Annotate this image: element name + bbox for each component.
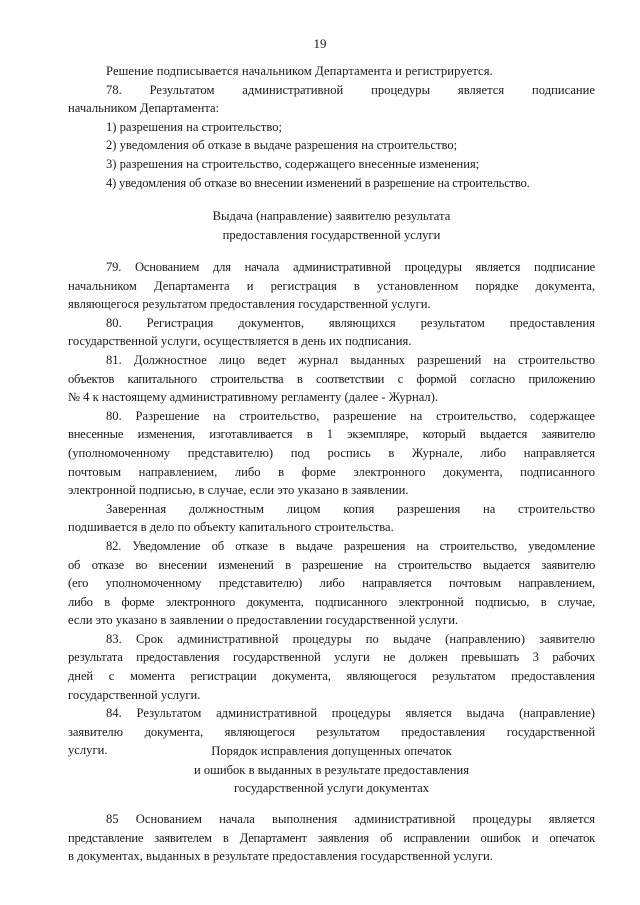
section-delivery-body (68, 258, 595, 760)
list-item: 4) уведомления об отказе во внесении изменений в разрешение на строительство. (106, 175, 530, 190)
paragraph-line: 80. Регистрация документов, являющихся результатом предоставления (106, 315, 595, 330)
section-heading-delivery (68, 207, 595, 244)
paragraph-line: результата предоставления государственной услуги не должен превышать 3 рабочих (68, 650, 595, 665)
paragraph-line: подшивается в дело по объекту капитального строительства. (68, 520, 394, 535)
section-heading-corrections (68, 742, 595, 798)
paragraph-line: в документах, выданных в результате предоставления государственной услуги. (68, 849, 493, 864)
paragraph-line: 78. Результатом административной процедуры является подписание (106, 82, 595, 97)
paragraph-line: (его уполномоченному представителю) либо направляется почтовым направлением, (68, 576, 595, 591)
list-item: 1) разрешения на строительство; (106, 119, 283, 134)
heading-line: государственной услуги документах (233, 781, 430, 796)
paragraph-line: объектов капитального строительства в соответствии с формой согласно приложению (68, 371, 595, 386)
paragraph-line: Заверенная должностным лицом копия разрешения на строительство (106, 501, 595, 516)
paragraph-line: государственной услуги. (68, 687, 201, 702)
paragraph-line: государственной услуги, осуществляется в день их подписания. (68, 334, 412, 349)
paragraph-line: № 4 к настоящему административному регламенту (далее - Журнал). (68, 390, 439, 405)
paragraph-line: 85 Основанием начала выполнения административной процедуры является (106, 812, 595, 826)
paragraph-line: 81. Должностное лицо ведет журнал выданных разрешений на строительство (106, 352, 595, 367)
paragraph-line: дней с момента регистрации документа, являющегося результатом предоставления (68, 669, 595, 684)
paragraph-line: 79. Основанием для начала административной процедуры является подписание (106, 260, 595, 274)
paragraph-line: начальником Департамента и регистрация в установленном порядке документа, (68, 278, 595, 293)
paragraph-line: 84. Результатом административной процедуры является выдача (направление) (106, 706, 595, 721)
paragraph-line: являющегося результатом предоставления государственной услуги. (68, 297, 431, 312)
paragraph-line: если это указано в заявлении о предоставлении государственной услуги. (68, 613, 459, 628)
page-number: 19 (313, 36, 327, 51)
paragraph-line: начальником Департамента: (68, 101, 220, 116)
heading-line: Порядок исправления допущенных опечаток (211, 744, 452, 758)
paragraph-line: (уполномоченному представителю) под роспись в Журнале, либо направляется (68, 445, 595, 460)
paragraph-line: внесенные изменения, изготавливается в 1 экземпляре, который выдается заявителю (68, 427, 595, 442)
paragraph-line: либо в форме электронного документа, подписанного электронной подписью, в случае, (68, 594, 595, 609)
paragraph-line: 80. Разрешение на строительство, разрешение на строительство, содержащее (106, 408, 595, 423)
section-result-signing (68, 62, 595, 192)
paragraph-line: об отказе во внесении изменений в разрешение на строительство выдается заявителю (68, 557, 595, 572)
list-item: 3) разрешения на строительство, содержащего внесенные изменения; (106, 156, 480, 171)
paragraph-line: Решение подписывается начальником Департамента и регистрируется. (106, 64, 493, 78)
paragraph-line: услуги. (68, 743, 108, 758)
heading-line: и ошибок в выданных в результате предоставления (193, 762, 470, 777)
paragraph-line: почтовым направлением, либо в форме электронного документа, подписанного (68, 464, 595, 479)
list-item: 2) уведомления об отказе в выдаче разрешения на строительство; (106, 138, 458, 153)
paragraph-line: электронной подписью, в случае, если это указано в заявлении. (68, 483, 409, 498)
paragraph-line: 82. Уведомление об отказе в выдаче разрешения на строительство, уведомление (106, 538, 595, 553)
section-corrections-body (68, 810, 595, 866)
heading-line: предоставления государственной услуги (222, 227, 441, 242)
heading-line: Выдача (направление) заявителю результата (212, 209, 451, 223)
paragraph-line: заявителю документа, являющегося результатом предоставления государственной (68, 724, 595, 739)
paragraph-line: представление заявителем в Департамент заявления об исправлении ошибок и опечаток (68, 830, 595, 845)
paragraph-line: 83. Срок административной процедуры по выдаче (направлению) заявителю (106, 631, 595, 646)
